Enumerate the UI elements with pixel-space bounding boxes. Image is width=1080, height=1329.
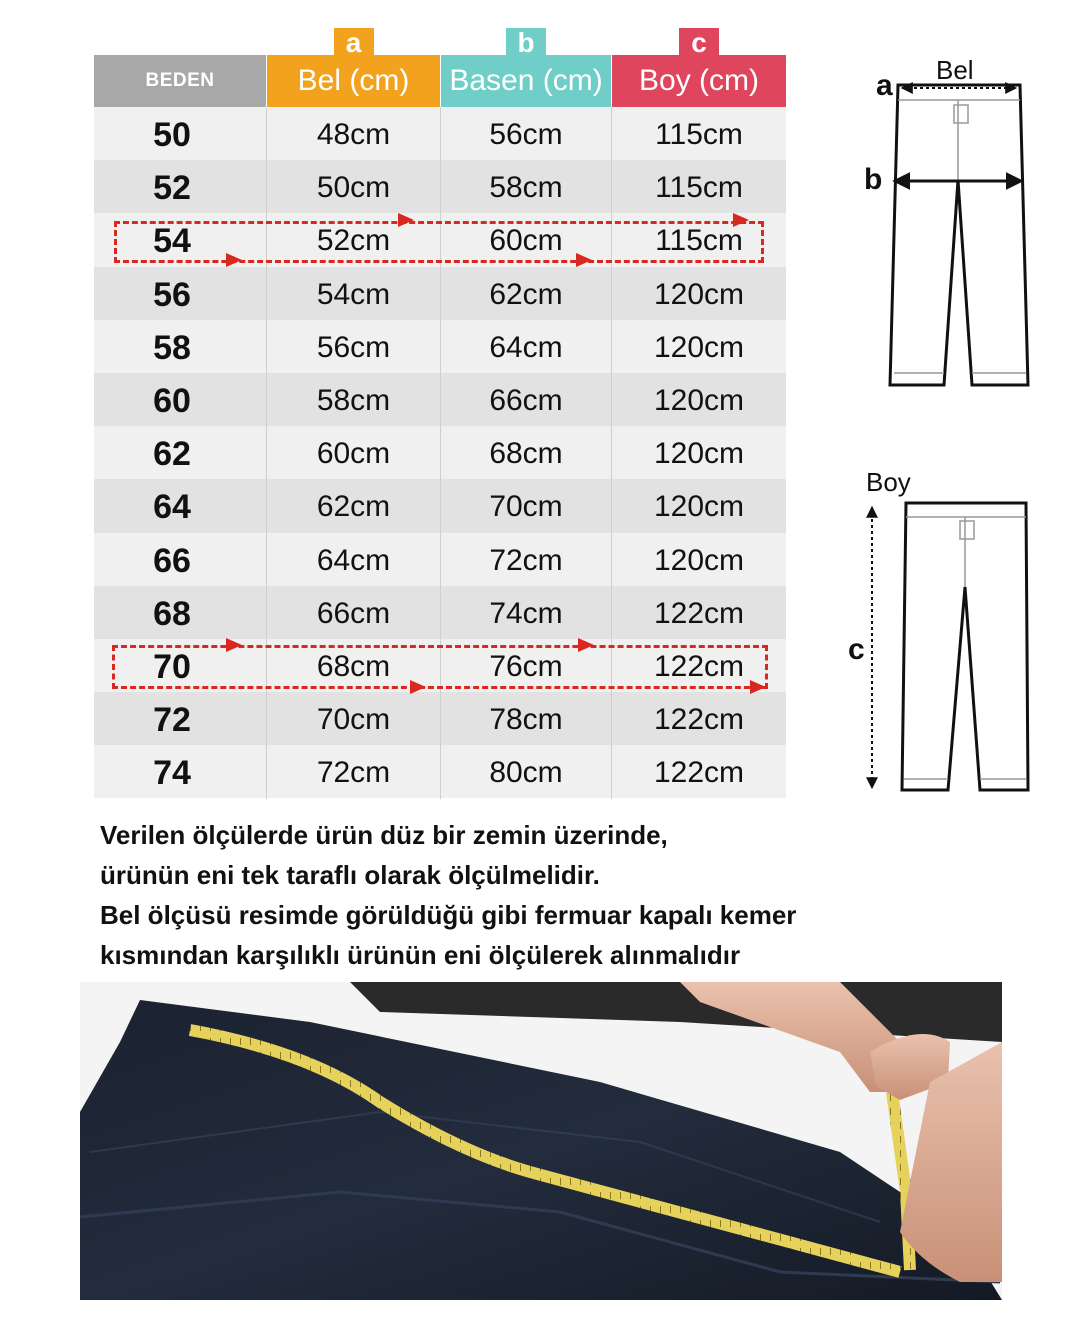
size-cell: 62 bbox=[153, 435, 191, 474]
header-basen bbox=[441, 27, 611, 107]
measurement-instructions bbox=[100, 815, 1000, 975]
bel-cell: 70cm bbox=[316, 703, 391, 737]
basen-cell: 78cm bbox=[489, 703, 563, 737]
boy-cell: 115cm bbox=[655, 224, 743, 258]
boy-cell: 122cm bbox=[653, 703, 745, 737]
length-diagram bbox=[840, 465, 1040, 800]
measuring-jeans-photo bbox=[80, 982, 1002, 1300]
basen-cell: 66cm bbox=[489, 383, 563, 417]
header-boy-label: Boy (cm) bbox=[639, 64, 759, 97]
size-cell: 66 bbox=[153, 541, 191, 580]
size-cell: 50 bbox=[153, 116, 191, 154]
boy-cell: 122cm bbox=[653, 596, 745, 630]
header-boy bbox=[612, 27, 786, 107]
instruction-line: kısmından karşılıklı ürünün eni ölçülerek alınmalıdır bbox=[100, 940, 741, 970]
bel-cell: 48cm bbox=[316, 118, 391, 151]
size-cell: 64 bbox=[153, 488, 191, 527]
boy-cell: 120cm bbox=[653, 277, 745, 311]
arrow-right-icon bbox=[578, 638, 594, 652]
bel-cell: 58cm bbox=[316, 383, 391, 417]
basen-cell: 80cm bbox=[489, 756, 563, 790]
basen-cell: 58cm bbox=[489, 171, 563, 205]
size-cell: 56 bbox=[153, 275, 191, 314]
arrow-right-icon bbox=[576, 253, 592, 267]
boy-diagram-label: Boy bbox=[866, 467, 911, 497]
waist-hip-diagram bbox=[860, 55, 1050, 400]
instruction-line: Verilen ölçülerde ürün düz bir zemin üzerinde, bbox=[100, 820, 668, 850]
boy-cell: 122cm bbox=[653, 756, 745, 790]
bel-cell: 52cm bbox=[316, 224, 391, 258]
basen-cell: 70cm bbox=[489, 490, 563, 524]
column-divider bbox=[266, 107, 267, 799]
arrow-right-icon bbox=[398, 213, 414, 227]
size-cell: 68 bbox=[153, 594, 191, 633]
basen-cell: 72cm bbox=[489, 543, 563, 577]
arrow-right-icon bbox=[226, 638, 242, 652]
bel-cell: 64cm bbox=[316, 543, 391, 577]
bel-cell: 60cm bbox=[316, 437, 391, 471]
boy-cell: 120cm bbox=[653, 383, 745, 417]
header-bel bbox=[267, 27, 440, 107]
trousers-icon bbox=[860, 55, 1050, 400]
header-letter-a: a bbox=[334, 28, 374, 58]
bel-cell: 50cm bbox=[316, 171, 391, 205]
header-letter-c: c bbox=[679, 28, 719, 58]
size-cell: 70 bbox=[153, 647, 191, 686]
size-cell: 60 bbox=[153, 381, 191, 420]
bel-diagram-label: Bel bbox=[936, 55, 974, 85]
column-divider bbox=[440, 107, 441, 799]
highlight-box-row-54 bbox=[114, 221, 764, 263]
bel-cell: 66cm bbox=[316, 596, 391, 630]
header-beden: BEDEN bbox=[94, 55, 266, 107]
header-basen-label: Basen (cm) bbox=[449, 64, 603, 97]
basen-cell: 56cm bbox=[489, 118, 563, 151]
size-cell: 52 bbox=[153, 169, 191, 208]
boy-cell: 115cm bbox=[655, 171, 743, 205]
trousers-icon bbox=[840, 465, 1040, 800]
bel-cell: 68cm bbox=[316, 649, 391, 683]
highlight-box-row-70 bbox=[112, 645, 768, 689]
boy-cell: 115cm bbox=[655, 118, 743, 151]
diagram-letter-a: a bbox=[876, 69, 893, 102]
basen-cell: 64cm bbox=[489, 330, 563, 364]
bel-cell: 54cm bbox=[316, 277, 391, 311]
arrow-right-icon bbox=[226, 253, 242, 267]
basen-cell: 76cm bbox=[489, 649, 563, 683]
bel-cell: 62cm bbox=[316, 490, 391, 524]
header-bel-label: Bel (cm) bbox=[297, 64, 410, 97]
diagram-letter-c: c bbox=[848, 633, 865, 666]
size-cell: 72 bbox=[153, 701, 191, 740]
basen-cell: 62cm bbox=[489, 277, 563, 311]
boy-cell: 120cm bbox=[653, 543, 745, 577]
size-cell: 58 bbox=[153, 328, 191, 367]
size-cell: 54 bbox=[153, 222, 191, 261]
boy-cell: 120cm bbox=[653, 437, 745, 471]
diagram-letter-b: b bbox=[864, 163, 883, 196]
instruction-line: Bel ölçüsü resimde görüldüğü gibi fermuar kapalı kemer bbox=[100, 900, 797, 930]
instruction-line: ürünün eni tek taraflı olarak ölçülmelidir. bbox=[100, 860, 600, 890]
boy-cell: 120cm bbox=[653, 330, 745, 364]
boy-cell: 120cm bbox=[653, 490, 745, 524]
basen-cell: 60cm bbox=[489, 224, 563, 258]
column-divider bbox=[611, 107, 612, 799]
bel-cell: 72cm bbox=[316, 756, 391, 790]
header-letter-b: b bbox=[506, 28, 546, 58]
arrow-right-icon bbox=[733, 213, 749, 227]
arrow-right-icon bbox=[410, 680, 426, 694]
basen-cell: 74cm bbox=[489, 596, 563, 630]
boy-cell: 122cm bbox=[653, 649, 745, 683]
basen-cell: 68cm bbox=[489, 437, 563, 471]
arrow-right-icon bbox=[750, 680, 766, 694]
bel-cell: 56cm bbox=[316, 330, 391, 364]
size-cell: 74 bbox=[153, 754, 191, 793]
